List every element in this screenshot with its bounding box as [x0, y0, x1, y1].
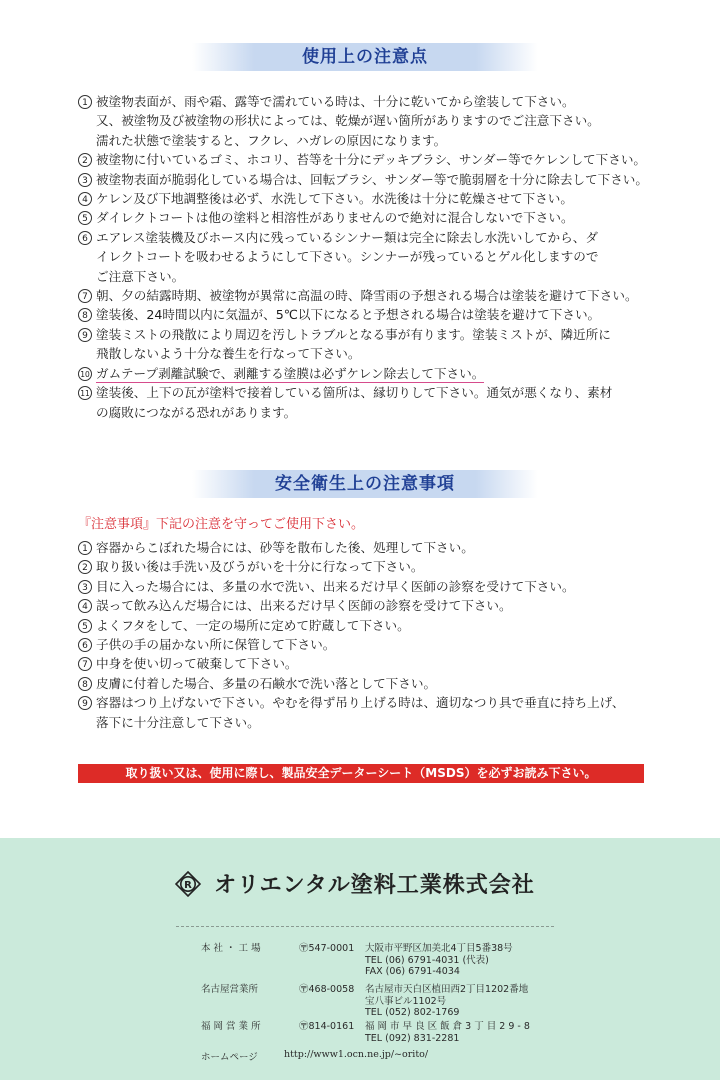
list-item [78, 170, 678, 189]
office-address [365, 943, 513, 978]
logo-letter: R [184, 879, 192, 891]
circled-number: 5 [78, 211, 92, 225]
circled-number: 9 [78, 328, 92, 342]
list-item [78, 325, 678, 364]
item-text: 被塗物表面が、雨や霜、露等で濡れている時は、十分に乾いてから塗装して下さい。 [96, 94, 575, 109]
item-text: 被塗物表面が脆弱化している場合は、回転ブラシ、サンダー等で脆弱層を十分に除去して下さい。 [96, 171, 648, 187]
circled-number: 7 [78, 289, 92, 303]
item-text: 皮膚に付着した場合、多量の石鹸水で洗い落として下さい。 [96, 675, 437, 691]
item-text: イレクトコートを吸わせるようにして下さい。シンナーが残っているとゲル化しますので [96, 249, 599, 265]
office-label: 福 岡 営 業 所 [201, 1021, 261, 1032]
item-text: 飛散しないよう十分な養生を行なって下さい。 [96, 346, 361, 362]
company-name: オリエンタル塗料工業株式会社 [214, 873, 535, 898]
item-text: 落下に十分注意して下さい。 [96, 714, 260, 730]
circled-number: 4 [78, 192, 92, 206]
address-line: FAX (06) 6791-4034 [365, 966, 460, 977]
list-item [78, 364, 678, 383]
list-item [78, 635, 678, 654]
circled-number: 1 [78, 95, 92, 109]
list-item [78, 538, 678, 557]
tape-test-text: ガムテープ剥離試験で、剥離する塗膜は必ずケレン除去して下さい。 [96, 365, 485, 381]
office-zip: 〶547-0001 [299, 943, 355, 954]
list-item [78, 189, 678, 208]
item-text: 朝、夕の結露時期、被塗物が異常に高温の時、降雪雨の予想される場合は塗装を避けて下さい。 [96, 288, 638, 304]
item-text: エアレス塗装機及びホース内に残っているシンナー類は完全に除去し水洗いしてから、ダ [96, 229, 598, 245]
circled-number: 11 [78, 386, 92, 400]
homepage-link[interactable]: http://www1.ocn.ne.jp/~orito/ [284, 1049, 429, 1060]
circled-number: 8 [78, 308, 92, 322]
item-text: よくフタをして、一定の場所に定めて貯蔵して下さい。 [96, 617, 410, 633]
homepage-label: ホームページ [201, 1052, 258, 1063]
item-text: 容器はつり上げないで下さい。やむを得ず吊り上げる時は、適切なつり具で垂直に持ち上げ、 [96, 695, 625, 711]
list-item [78, 654, 678, 673]
circled-number: 2 [78, 153, 92, 167]
circled-number: 3 [78, 580, 92, 594]
address-line: TEL (06) 6791-4031 (代表) [365, 954, 489, 966]
registered-logo-icon [175, 871, 201, 897]
circled-number: 1 [78, 541, 92, 555]
homepage-row [201, 1049, 429, 1063]
item-text: 塗装後、24時間以内に気温が、5℃以下になると予想される場合は塗装を避けて下さい。 [96, 307, 601, 323]
office-label: 本 社 ・ 工 場 [201, 943, 261, 954]
list-item [78, 228, 678, 286]
item-text: 取り扱い後は手洗い及びうがいを十分に行なって下さい。 [96, 559, 424, 575]
list-item [78, 596, 678, 615]
address-line: 福 岡 市 早 良 区 飯 倉 3 丁 目 2 9 - 8 [365, 1021, 530, 1032]
item-text: 又、被塗物及び被塗物の形状によっては、乾燥が遅い箇所がありますのでご注意下さい。 [96, 113, 600, 129]
list-item [78, 577, 678, 596]
circled-number: 6 [78, 231, 92, 245]
list-item [78, 674, 678, 693]
item-text: 子供の手の届かない所に保管して下さい。 [96, 637, 336, 653]
usage-precautions-title: 使用上の注意点 [302, 47, 428, 67]
item-text: の腐敗につながる恐れがあります。 [96, 404, 297, 420]
safety-hygiene-title: 安全衛生上の注意事項 [275, 474, 455, 494]
item-text-underlined [96, 364, 678, 383]
company-header [175, 868, 535, 910]
office-zip: 〶468-0058 [299, 984, 355, 995]
address-line: 大阪市平野区加美北4丁目5番38号 [365, 943, 513, 954]
safety-precautions-list [78, 538, 678, 732]
item-text: 塗装後、上下の瓦が塗料で接着している箇所は、縁切りして下さい。通気が悪くなり、素材 [96, 385, 613, 401]
circled-number: 8 [78, 677, 92, 691]
caution-notice: 『注意事項』下記の注意を守ってご使用下さい。 [78, 517, 365, 532]
list-item [78, 557, 678, 576]
address-line: TEL (092) 831-2281 [365, 1032, 460, 1044]
list-item [78, 92, 678, 150]
list-item [78, 305, 678, 324]
circled-number: 9 [78, 696, 92, 710]
circled-number: 5 [78, 619, 92, 633]
item-text: ご注意下さい。 [96, 268, 185, 284]
safety-hygiene-heading [192, 470, 538, 498]
list-item [78, 383, 678, 422]
list-item [78, 208, 678, 227]
item-text: 塗装ミストの飛散により周辺を汚しトラブルとなる事が有ります。塗装ミストが、隣近所に [96, 326, 611, 342]
list-item [78, 693, 678, 732]
usage-precautions-list [78, 92, 678, 422]
circled-number: 4 [78, 599, 92, 613]
item-text: ケレン及び下地調整後は必ず、水洗して下さい。水洗後は十分に乾燥させて下さい。 [96, 191, 573, 207]
usage-precautions-heading [192, 43, 538, 71]
circled-number: 2 [78, 560, 92, 574]
item-text: 被塗物に付いているゴミ、ホコリ、苔等を十分にデッキブラシ、サンダー等でケレンして下さい。 [96, 152, 647, 168]
list-item [78, 616, 678, 635]
item-text: ダイレクトコートは他の塗料と相溶性がありませんので絶対に混合しないで下さい。 [96, 210, 574, 226]
circled-number: 6 [78, 638, 92, 652]
footer-divider [176, 926, 554, 927]
address-line: TEL (052) 802-1769 [365, 1007, 460, 1018]
office-label: 名古屋営業所 [201, 984, 259, 995]
msds-notice-bar: 取り扱い又は、使用に際し、製品安全データーシート（MSDS）を必ずお読み下さい。 [78, 764, 644, 783]
item-text: 中身を使い切って破棄して下さい。 [96, 656, 298, 672]
circled-number: 7 [78, 657, 92, 671]
item-text: 濡れた状態で塗装すると、フクレ、ハガレの原因になります。 [96, 132, 447, 148]
circled-number: 3 [78, 173, 92, 187]
list-item [78, 286, 678, 305]
item-text: 容器からこぼれた場合には、砂等を散布した後、処理して下さい。 [96, 540, 474, 555]
list-item [78, 150, 678, 169]
office-address [365, 984, 528, 1019]
office-zip: 〶814-0161 [299, 1021, 355, 1032]
address-line: 宝八事ビル1102号 [365, 995, 447, 1007]
item-text: 誤って飲み込んだ場合には、出来るだけ早く医師の診察を受けて下さい。 [96, 598, 512, 614]
address-line: 名古屋市天白区植田西2丁目1202番地 [365, 984, 529, 995]
circled-number: 10 [78, 367, 92, 381]
item-text: 目に入った場合には、多量の水で洗い、出来るだけ早く医師の診察を受けて下さい。 [96, 578, 575, 594]
office-address [365, 1021, 530, 1044]
